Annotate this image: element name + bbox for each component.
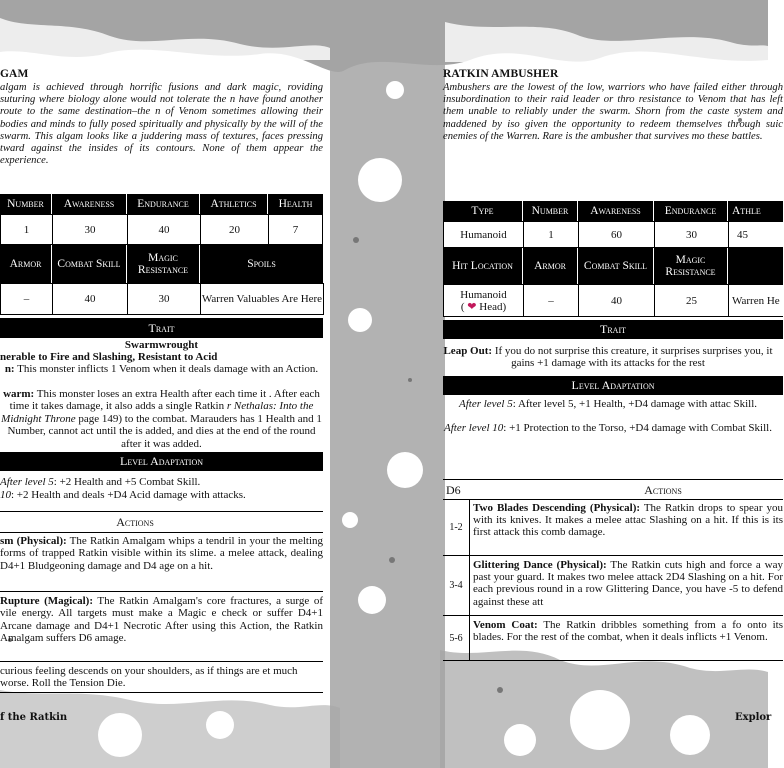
level-adaptation-bar: Level Adaptation [443,376,783,395]
d6-action-1 [470,500,783,555]
action-2 [0,595,323,645]
actions-header: Actions [644,483,682,497]
value-endurance: 30 [654,221,729,248]
trait-swarm-line [0,388,323,450]
left-page [0,0,330,768]
stats2-value-row [1,283,324,315]
stats-header-row [443,201,783,221]
value-magic-resistance: 30 [127,283,201,315]
stats2-header-row [0,245,323,283]
value-spoils: Warren Valuables Are Here [200,283,324,315]
trait-swarm-text-2: page 149) to the combat. Marauders has 1 Health and 1 Number, cannot act until the is added, and dies at the end of the round after it was added. [7,412,322,450]
value-awareness: 60 [578,221,655,248]
level10-label: 10 [0,489,11,501]
trait-leap-out [443,345,773,370]
trait-swarm-label: warm: [3,388,35,400]
col-awareness: Awareness [578,201,654,221]
d6-action-3-text: The Ratkin dribbles something from a fo onto its blades. For the rest of the combat, when it deals inflicts +1 Venom. [473,619,783,644]
level5-label: After level 5 [458,398,513,410]
value-awareness: 30 [52,214,128,245]
d6-row-1 [443,500,783,555]
level10-text: : +2 Health and deals +D4 Acid damage with attacks. [11,489,246,501]
d6-roll-1: 1-2 [443,500,470,555]
level10-label: After level 10 [444,422,504,434]
book-reference: r Nethalas: Into the Midnight Throne [1,400,314,425]
action-1-label: sm (Physical): [0,535,67,547]
value-armor: – [523,284,579,317]
col-armor: Armor [0,245,52,283]
trait-venom-line [0,363,323,375]
level5-text: : +2 Health and +5 Combat Skill. [53,476,201,488]
value-health: 7 [268,214,323,245]
level10-text: : +1 Protection to the Torso, +D4 damage with Combat Skill. [503,422,772,434]
value-number: 1 [0,214,53,245]
heart-icon: ❤ [467,300,477,313]
level5-line [443,398,773,410]
action-1 [0,535,323,572]
trait-text: If you do not surprise this creature, it surprises surprises you, it gains +1 damage with its attacks for the rest [492,345,773,370]
col-number: Number [0,194,52,214]
action-rule-1 [0,591,323,592]
col-hit-location: Hit Location [443,248,523,284]
actions-header: Actions [116,515,154,529]
value-combat-skill: 40 [578,284,655,317]
value-combat-skill: 40 [52,283,128,315]
d6-roll-3: 5-6 [443,616,470,660]
col-health: Health [278,197,313,210]
hit-location-head: ( ❤ Head) [460,300,507,313]
trait-bar: Trait [443,320,783,339]
value-athletics: 20 [200,214,269,245]
level5-label: After level 5 [0,476,54,488]
d6-action-1-text: The Ratkin drops to spear you with its knives. It makes a melee attac Slashing on a hit. If this is its first attack this comb damage. [473,502,783,539]
trait-label: Leap Out: [443,345,493,357]
col-combat-skill: Combat Skill [578,248,654,284]
level5-line [0,476,323,488]
level10-line [0,489,323,501]
value-magic-resistance: 25 [654,284,729,317]
level-adaptation-bar: Level Adaptation [0,452,323,471]
col-endurance: Endurance [654,201,728,221]
hit-location-type: Humanoid [460,288,507,301]
col-awareness: Awareness [52,194,127,214]
col-combat-skill: Combat Skill [52,245,127,283]
level5-text: : After level 5, +1 Health, +D4 damage with attac Skill. [512,398,758,410]
value-number: 1 [523,221,579,248]
trait-venom-text: This monster inflicts 1 Venom when it deals damage with an Action. [14,363,319,375]
col-spoils [728,248,783,284]
value-endurance: 40 [127,214,201,245]
col-magic-resistance: Magic Resistance [654,248,728,284]
col-endurance: Endurance [127,194,200,214]
action-rule-3 [0,692,323,693]
action-2-label: Rupture (Magical): [0,595,94,607]
stats-value-row [1,214,324,245]
trait-bar: Trait [0,318,323,338]
col-number: Number [523,201,578,221]
value-spoils: Warren He [728,284,783,317]
stats2-value-row [444,284,784,317]
stats-header-row [0,194,323,214]
value-armor: – [0,283,53,315]
d6-rule-3 [443,660,783,661]
col-magic-resistance: Magic Resistance [127,245,200,283]
flavor-text: Ambushers are the lowest of the low, warriors who have failed either through insubordination to their raid leader or thro resistance to Venom that has left them unable to reliably under the swarm. Shorn from the caste system and maddened by iso given the opportunity to redeem themselves through suic enemies of the Warren. Rare is the ambusher that survives mo these battles. [443,82,783,142]
footer-left: f the Ratkin [0,712,68,723]
trait-vulnerability: nerable to Fire and Slashing, Resistant to Acid [0,351,218,363]
col-athletics: Athletics [200,194,268,214]
d6-action-3-label: Venom Coat: [473,619,538,631]
d6-roll-2: 3-4 [443,556,470,615]
d6-action-3 [470,616,783,660]
actions-rule-top [0,511,323,512]
action-3: curious feeling descends on your shoulders, as if things are et much worse. Roll the Tension Die. [0,665,298,690]
value-hit-location [443,284,524,317]
trait-swarm-text: This monster loses an extra Health after each time it . After each time it takes damage, it also adds a single Ratkin [9,388,320,413]
hit-location-label: Head) [479,300,507,313]
d6-header: D6 [446,483,461,497]
actions-rule-mid [0,532,323,533]
level10-line [443,422,773,434]
col-armor: Armor [523,248,578,284]
d6-action-2 [470,556,783,615]
actions-rule-top [443,479,783,480]
stats2-header-row [443,248,783,284]
trait-venom-label: n: [4,363,15,375]
right-page [443,0,783,768]
col-spoils: Spoils [247,257,276,270]
action-2-text: The Ratkin Amalgam's core fractures, a surge of vile energy. All targets must make a Magic e check or suffer D4+1 Arcane damage and D4+1 Necrotic After using this Action, the Ratkin Amalgam suffers D6 amage. [0,595,323,645]
value-athletics: 45 [728,221,783,248]
action-rule-2 [0,661,323,662]
col-type: Type [443,201,523,221]
value-type: Humanoid [443,221,524,248]
footer-right: Explor [735,712,772,723]
trait-name: Swarmwrought [124,339,199,351]
action-1-text: The Ratkin Amalgam whips a tendril in your the melting forms of trapped Ratkin visible within its slime. a melee attack, dealing D4+1 Bludgeoning damage and D4 age on a hit. [0,535,323,572]
d6-action-2-text: The Ratkin cuts high and force a way past your guard. It makes two melee attack 2D4 Slashing on a hit. For each previous round in a row Glittering Dance, you have -5 to defend against these att [473,559,783,608]
monster-title: GAM [0,68,29,80]
flavor-text: algam is achieved through horrific fusions and dark magic, roviding suturing where biology alone would not tolerate the n have found another route to the same destination–the n of Venom sometimes allowing their bodies and minds to fully posed spiritually and physically by the will of the swarm. This algam looks like a juddering mass of textures, faces pressing tward against the insides of its contours. None of them appear the experience. [0,82,323,167]
monster-title: RATKIN AMBUSHER [443,68,559,80]
d6-action-1-label: Two Blades Descending (Physical): [473,502,641,514]
d6-row-2 [443,556,783,615]
col-athletics: Athle [732,204,761,217]
d6-row-3 [443,616,783,660]
stats-value-row [444,221,784,248]
d6-action-2-label: Glittering Dance (Physical): [473,559,607,571]
